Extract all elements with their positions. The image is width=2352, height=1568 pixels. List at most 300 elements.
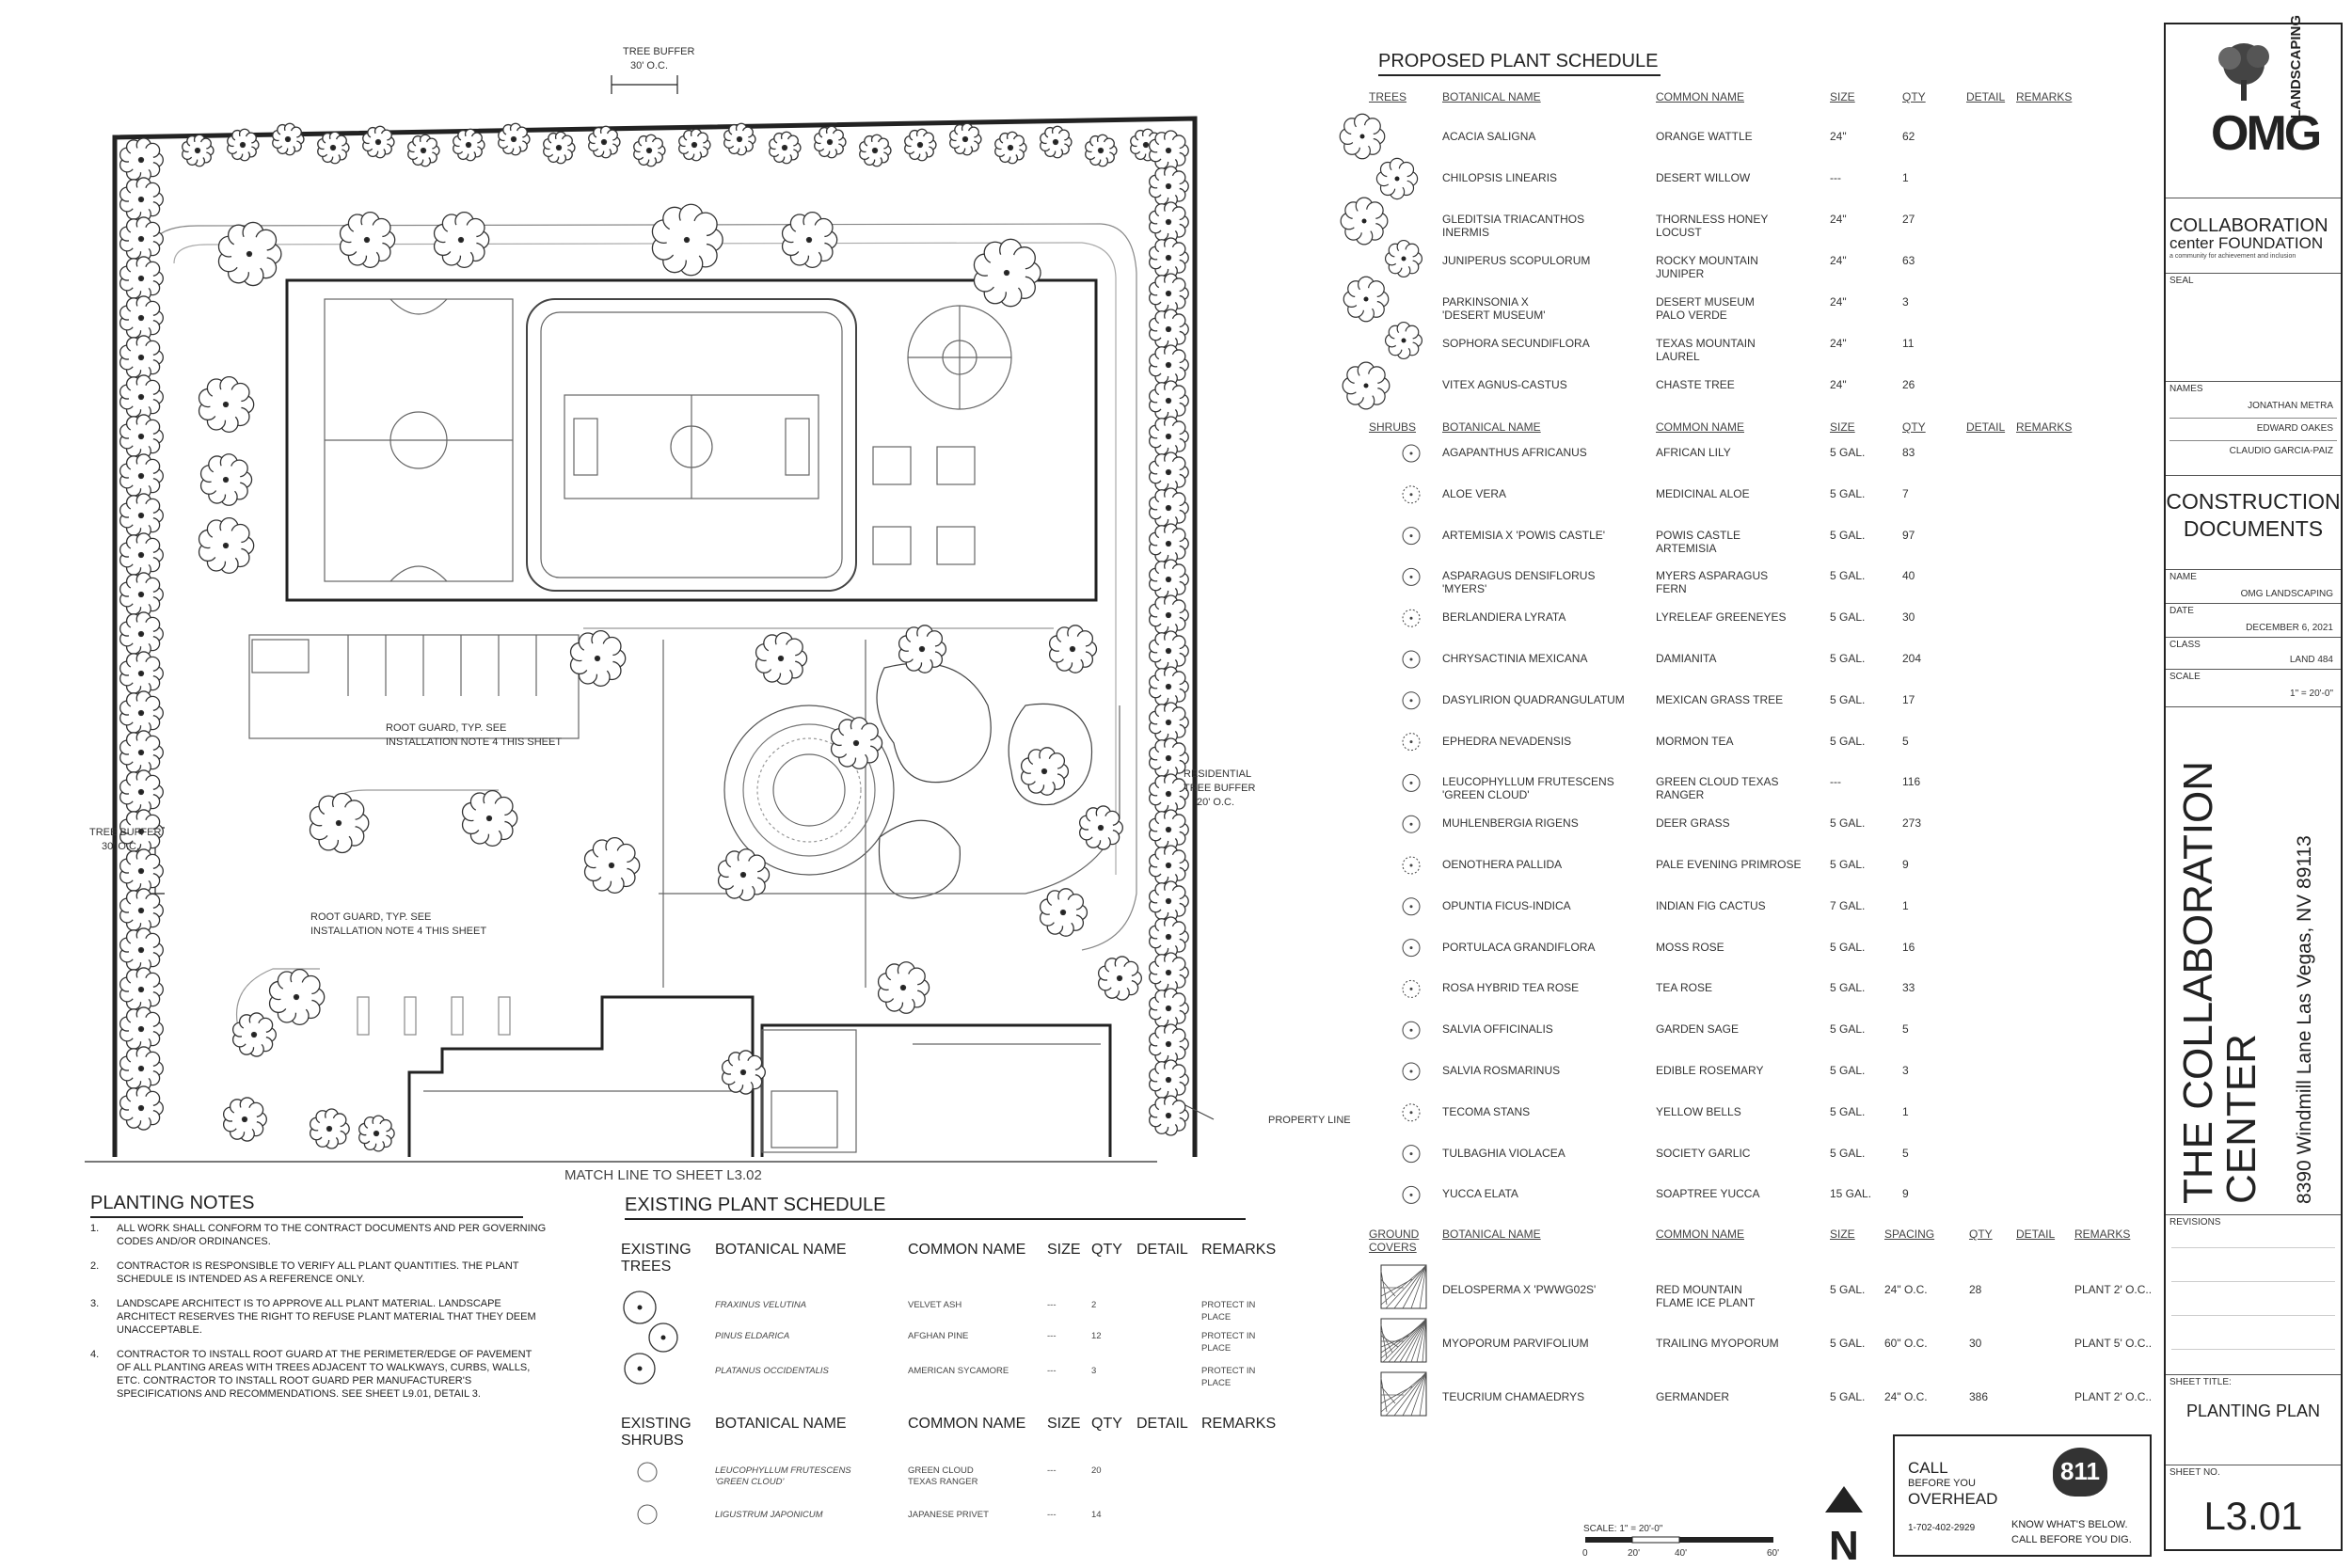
sheet-no-label: SHEET NO. (2169, 1467, 2220, 1478)
tree-symbol-icon (1376, 158, 1417, 198)
proposed-shrub-col-header: DETAIL (1966, 420, 2006, 434)
tree-logo-icon (2211, 38, 2277, 103)
perimeter-tree-icon (1150, 1096, 1189, 1135)
perimeter-tree-icon (120, 296, 164, 340)
existing-shrub-botanical: 'GREEN CLOUD' (715, 1477, 785, 1487)
perimeter-tree-icon (724, 123, 755, 155)
scale-tick-40: 40' (1675, 1548, 1688, 1559)
tree-trunk-dot (1167, 792, 1171, 797)
tree-trunk-dot (1167, 363, 1171, 368)
tree-trunk-dot (139, 198, 144, 202)
perimeter-tree-icon (589, 126, 620, 158)
perimeter-tree-icon (120, 731, 164, 774)
tree-symbol-dot (1402, 257, 1406, 261)
names-section (2166, 382, 2341, 476)
proposed-tree-botanical: CHILOPSIS LINEARIS (1442, 171, 1558, 184)
planting-note (90, 1222, 561, 1248)
proposed-shrub-botanical: ASPARAGUS DENSIFLORUS (1442, 569, 1596, 583)
existing-tree-symbol-dot (638, 1306, 643, 1310)
shade-tree-icon (783, 213, 837, 268)
perimeter-tree-icon (120, 454, 164, 498)
proposed-shrub-size: 5 GAL. (1830, 528, 1866, 542)
proposed-shrub-botanical: ROSA HYBRID TEA ROSE (1442, 981, 1580, 995)
proposed-tree-size: 24" (1830, 254, 1847, 267)
note-line: SPECIFICATIONS AND RECOMMENDATIONS. SEE SHEET L9.01, DETAIL 3. (117, 1388, 481, 1400)
proposed-shrub-common: RANGER (1656, 788, 1705, 802)
proposed-shrub-common: FERN (1656, 582, 1687, 596)
tree-trunk-dot (1061, 911, 1066, 915)
shrub-symbol-dot (1410, 699, 1413, 702)
shade-tree-icon (224, 1098, 267, 1141)
class-value: LAND 484 (2289, 655, 2333, 665)
shrub-symbol-dot (1410, 905, 1413, 908)
tree-trunk-dot (139, 751, 144, 755)
proposed-shrub-qty: 7 (1902, 486, 1909, 500)
proposed-shrub-col-header: BOTANICAL NAME (1442, 420, 1541, 434)
proposed-tree-col-header: DETAIL (1966, 90, 2006, 103)
perimeter-tree-icon (1150, 274, 1189, 313)
proposed-shrub-common: LYRELEAF GREENEYES (1656, 610, 1787, 625)
perimeter-tree-icon (273, 123, 304, 155)
existing-col-header: DETAIL (1136, 1242, 1188, 1258)
shrub-symbol-dot (1410, 1029, 1413, 1032)
shade-tree-icon (341, 213, 395, 268)
proposed-tree-common: ORANGE WATTLE (1656, 130, 1753, 143)
perimeter-tree-icon (634, 135, 665, 166)
existing-tree-common: AMERICAN SYCAMORE (908, 1366, 1009, 1376)
perimeter-tree-icon (1150, 560, 1189, 599)
proposed-gc-common: FLAME ICE PLANT (1656, 1296, 1756, 1309)
title-block (2164, 14, 2343, 1551)
tree-trunk-dot (741, 873, 746, 878)
tree-symbol-dot (1395, 177, 1400, 182)
existing-tree-qty: 2 (1091, 1300, 1097, 1310)
call-label: CALL (1908, 1459, 1948, 1477)
planting-note (90, 1297, 561, 1337)
existing-tree-remarks: PROTECT IN (1201, 1300, 1256, 1310)
tree-trunk-dot (1167, 721, 1171, 725)
shade-tree-icon (1050, 626, 1097, 673)
proposed-shrub-qty: 17 (1902, 692, 1915, 706)
proposed-shrub-size: 15 GAL. (1830, 1187, 1872, 1201)
existing-col-header: BOTANICAL NAME (715, 1242, 847, 1258)
existing-shrub-symbol-icon (638, 1505, 657, 1524)
tree-trunk-dot (596, 657, 600, 661)
existing-tree-remarks: PLACE (1201, 1343, 1232, 1354)
call-before-you-dig: CALL BEFORE YOU DIG. (2011, 1534, 2132, 1545)
note-line: SCHEDULE IS INTENDED AS A REFERENCE ONLY. (117, 1274, 365, 1285)
shade-tree-icon (359, 1116, 394, 1151)
tree-trunk-dot (337, 821, 342, 826)
proposed-tree-botanical: SOPHORA SECUNDIFLORA (1442, 337, 1590, 350)
tree-trunk-dot (854, 741, 859, 746)
proposed-shrub-col-header: QTY (1902, 420, 1926, 434)
tree-trunk-dot (139, 356, 144, 360)
proposed-shrub-botanical: MUHLENBERGIA RIGENS (1442, 816, 1579, 831)
proposed-tree-common: DESERT WILLOW (1656, 171, 1751, 184)
existing-col-header: QTY (1091, 1416, 1122, 1432)
shrub-symbol-dot (1410, 576, 1413, 578)
tree-trunk-dot (224, 403, 229, 407)
perimeter-tree-icon (1150, 202, 1189, 242)
tree-symbol-icon (1343, 277, 1389, 322)
tree-trunk-dot (139, 158, 144, 163)
perimeter-tree-icon (120, 533, 164, 577)
class-label: CLASS (2169, 640, 2201, 650)
tree-trunk-dot (1167, 578, 1171, 582)
proposed-shrub-common: ARTEMISIA (1656, 541, 1717, 555)
tree-trunk-dot (286, 137, 291, 142)
perimeter-tree-icon (120, 1086, 164, 1130)
proposed-shrub-col-header: REMARKS (2016, 420, 2073, 434)
proposed-shrub-qty: 83 (1902, 446, 1915, 459)
proposed-shrub-size: 5 GAL. (1830, 1104, 1866, 1118)
note-line: UNACCEPTABLE. (117, 1324, 202, 1336)
proposed-tree-col-header: BOTANICAL NAME (1442, 90, 1541, 103)
shrub-symbol-dot (1410, 1152, 1413, 1155)
perimeter-tree-icon (453, 129, 485, 161)
tree-trunk-dot (1167, 828, 1171, 832)
existing-col-header: COMMON NAME (908, 1242, 1026, 1258)
proposed-shrub-size: 5 GAL. (1830, 816, 1866, 831)
existing-col-header: COMMON NAME (908, 1416, 1026, 1432)
perimeter-tree-icon (1150, 488, 1189, 528)
proposed-gc-qty: 386 (1969, 1390, 1989, 1403)
perimeter-tree-icon (1150, 703, 1189, 742)
residential-buffer-label-3: 20' O.C. (1197, 797, 1235, 808)
proposed-tree-common: JUNIPER (1656, 267, 1705, 280)
project-title-line-1: THE COLLABORATION (2175, 760, 2221, 1204)
tree-trunk-dot (139, 1106, 144, 1111)
proposed-shrub-size: 5 GAL. (1830, 858, 1866, 871)
tree-trunk-dot (647, 149, 652, 153)
proposed-shrub-qty: 5 (1902, 1146, 1909, 1160)
scale-value: 1" = 20'-0" (2290, 689, 2333, 699)
shade-tree-icon (571, 631, 626, 687)
proposed-tree-common: LAUREL (1656, 350, 1700, 363)
proposed-gc-col-header: COMMON NAME (1656, 1227, 1744, 1241)
811-badge-icon (2053, 1448, 2107, 1497)
existing-schedule-title: EXISTING PLANT SCHEDULE (625, 1195, 886, 1215)
tree-trunk-dot (294, 995, 299, 1000)
shrub-symbol-dot (1410, 617, 1413, 620)
tree-trunk-dot (1167, 256, 1171, 261)
existing-shrub-common: GREEN CLOUD (908, 1465, 974, 1476)
proposed-shrub-size: 5 GAL. (1830, 734, 1866, 748)
perimeter-tree-icon (183, 135, 214, 166)
tree-trunk-dot (247, 252, 252, 257)
perimeter-tree-icon (120, 770, 164, 814)
tree-symbol-dot (1402, 339, 1406, 343)
sheet-title-label: SHEET TITLE: (2169, 1377, 2232, 1387)
shrub-symbol-dot (1410, 946, 1413, 949)
perimeter-tree-icon (770, 132, 801, 164)
existing-tree-size: --- (1047, 1366, 1057, 1376)
existing-col-header: REMARKS (1201, 1416, 1277, 1432)
proposed-gc-col-header: DETAIL (2016, 1227, 2056, 1241)
tree-symbol-icon (1340, 114, 1385, 159)
proposed-shrub-qty: 5 (1902, 734, 1909, 748)
perimeter-tree-icon (120, 889, 164, 932)
perimeter-tree-icon (120, 494, 164, 537)
tree-trunk-dot (327, 1127, 332, 1132)
shrub-symbol-dot (1410, 782, 1413, 784)
proposed-shrub-col-header: SHRUBS (1369, 420, 1417, 434)
tree-trunk-dot (139, 909, 144, 913)
tree-symbol-icon (1343, 362, 1390, 409)
proposed-shrub-botanical: OENOTHERA PALLIDA (1442, 858, 1563, 871)
proposed-tree-botanical: ACACIA SALIGNA (1442, 130, 1536, 143)
proposed-shrub-common: SOAPTREE YUCCA (1656, 1187, 1760, 1201)
property-line-label: PROPERTY LINE (1268, 1115, 1351, 1126)
proposed-tree-qty: 27 (1902, 213, 1915, 226)
proposed-shrub-botanical: PORTULACA GRANDIFLORA (1442, 940, 1596, 954)
tree-trunk-dot (243, 1117, 247, 1122)
proposed-shrub-botanical: TECOMA STANS (1442, 1104, 1531, 1118)
shrub-symbol-dot (1410, 1194, 1413, 1196)
shade-tree-icon (218, 222, 280, 285)
proposed-tree-qty: 63 (1902, 254, 1915, 267)
perimeter-tree-icon (995, 132, 1026, 164)
proposed-shrub-size: 5 GAL. (1830, 692, 1866, 706)
proposed-tree-size: 24" (1830, 378, 1847, 391)
planting-note (90, 1348, 561, 1401)
sheet-title-section (2166, 1375, 2341, 1465)
shade-tree-icon (1080, 806, 1123, 849)
note-line: ETC. CONTRACTOR TO INSTALL ROOT GUARD PER MANUFACTURER'S (117, 1375, 472, 1386)
proposed-tree-size: 24" (1830, 337, 1847, 350)
tree-trunk-dot (918, 143, 923, 148)
existing-shrubs-label-1: EXISTING (621, 1416, 691, 1432)
root-guard-note-2b: INSTALLATION NOTE 4 THIS SHEET (310, 926, 487, 937)
tree-trunk-dot (610, 863, 614, 868)
existing-tree-botanical: PLATANUS OCCIDENTALIS (715, 1366, 829, 1376)
phase-line-2: DOCUMENTS (2183, 516, 2324, 541)
proposed-tree-common: THORNLESS HONEY (1656, 213, 1769, 226)
residential-buffer-label-1: RESIDENTIAL (1184, 768, 1252, 780)
proposed-shrub-common: TEA ROSE (1656, 981, 1713, 995)
phase-line-1: CONSTRUCTION (2166, 489, 2341, 514)
seal-label: SEAL (2169, 276, 2194, 286)
proposed-tree-size: --- (1830, 171, 1841, 184)
proposed-shrub-qty: 3 (1902, 1064, 1909, 1077)
perimeter-tree-icon (1150, 524, 1189, 563)
proposed-shrub-size: 5 GAL. (1830, 1022, 1866, 1037)
proposed-shrub-common: MYERS ASPARAGUS (1656, 569, 1769, 583)
proposed-gc-col-header: GROUND (1369, 1227, 1420, 1241)
shade-tree-icon (270, 970, 325, 1025)
shade-tree-icon (310, 1109, 350, 1148)
proposed-gc-qty: 30 (1969, 1337, 1982, 1350)
existing-tree-remarks: PLACE (1201, 1312, 1232, 1323)
perimeter-tree-icon (120, 1047, 164, 1090)
existing-tree-size: --- (1047, 1300, 1057, 1310)
perimeter-tree-icon (950, 123, 981, 155)
shade-tree-icon (585, 838, 640, 894)
perimeter-tree-icon (1150, 595, 1189, 635)
tree-trunk-dot (139, 395, 144, 400)
perimeter-tree-icon (815, 126, 846, 158)
proposed-shrub-botanical: 'GREEN CLOUD' (1442, 788, 1530, 802)
tree-trunk-dot (224, 544, 229, 548)
tree-trunk-dot (139, 1067, 144, 1071)
perimeter-tree-icon (228, 129, 259, 161)
scale-label-tb: SCALE (2169, 672, 2201, 682)
planting-notes-title: PLANTING NOTES (90, 1193, 255, 1213)
tree-trunk-dot (1167, 292, 1171, 296)
existing-tree-remarks: PLACE (1201, 1378, 1232, 1388)
note-number: 3. (90, 1298, 100, 1309)
perimeter-tree-icon (905, 129, 936, 161)
proposed-gc-spacing: 24" O.C. (1884, 1390, 1928, 1403)
perimeter-tree-icon (318, 132, 349, 164)
proposed-tree-qty: 11 (1902, 337, 1915, 350)
tree-trunk-dot (783, 146, 787, 150)
ground-cover-hatch (1383, 1319, 1426, 1362)
proposed-shrub-botanical: AGAPANTHUS AFRICANUS (1442, 446, 1587, 459)
shade-tree-icon (652, 204, 723, 276)
existing-trees-label-2: TREES (621, 1259, 672, 1275)
firm-logo-text: OMG (2211, 106, 2320, 161)
proposed-shrub-size: 5 GAL. (1830, 1064, 1866, 1077)
perimeter-tree-icon (1150, 738, 1189, 778)
note-number: 1. (90, 1223, 100, 1234)
tree-trunk-dot (1099, 826, 1104, 831)
firm-logo-side: LANDSCAPING (2288, 14, 2304, 119)
perimeter-tree-icon (120, 849, 164, 893)
tree-trunk-dot (139, 711, 144, 716)
proposed-tree-common: LOCUST (1656, 226, 1702, 239)
name-section (2166, 570, 2341, 604)
tree-symbol-icon (1386, 323, 1422, 359)
proposed-gc-size: 5 GAL. (1830, 1283, 1866, 1296)
tree-trunk-dot (1167, 1006, 1171, 1011)
proposed-plant-schedule (1378, 51, 2131, 76)
tree-trunk-dot (139, 672, 144, 676)
tree-trunk-dot (873, 149, 878, 153)
proposed-shrub-col-header: COMMON NAME (1656, 420, 1744, 434)
tree-trunk-dot (963, 137, 968, 142)
proposed-gc-col-header: SPACING (1884, 1227, 1935, 1241)
client-name-1: COLLABORATION (2169, 215, 2328, 236)
existing-tree-remarks: PROTECT IN (1201, 1366, 1256, 1376)
tree-trunk-dot (1118, 976, 1122, 981)
perimeter-tree-icon (1150, 667, 1189, 706)
tree-trunk-dot (738, 137, 742, 142)
perimeter-tree-icon (499, 123, 530, 155)
note-line: CODES AND/OR ORDINANCES. (117, 1236, 271, 1247)
date-section (2166, 604, 2341, 638)
existing-shrub-botanical: LEUCOPHYLLUM FRUTESCENS (715, 1465, 851, 1476)
perimeter-tree-icon (120, 375, 164, 419)
tree-trunk-dot (1054, 140, 1058, 145)
existing-tree-qty: 12 (1091, 1331, 1102, 1341)
proposed-schedule-symbols (1336, 94, 1449, 1505)
tree-trunk-dot (139, 277, 144, 281)
perimeter-tree-icon (1150, 309, 1189, 349)
shrub-symbol-dot (1410, 452, 1413, 455)
tree-trunk-dot (1167, 971, 1171, 975)
building-footprint (409, 997, 753, 1157)
client-logo-section (2166, 198, 2341, 274)
tree-trunk-dot (139, 869, 144, 874)
proposed-shrub-botanical: OPUNTIA FICUS-INDICA (1442, 898, 1571, 912)
overhead-label: OVERHEAD (1908, 1490, 1998, 1508)
proposed-tree-botanical: GLEDITSIA TRIACANTHOS (1442, 213, 1585, 226)
proposed-shrub-qty: 204 (1902, 652, 1922, 665)
shade-tree-icon (879, 962, 930, 1014)
note-line: CONTRACTOR IS RESPONSIBLE TO VERIFY ALL PLANT QUANTITIES. THE PLANT (117, 1260, 519, 1272)
shrub-symbol-dot (1410, 1070, 1413, 1073)
revisions-section (2166, 1215, 2341, 1375)
existing-tree-qty: 3 (1091, 1366, 1097, 1376)
perimeter-tree-icon (1150, 917, 1189, 957)
tree-trunk-dot (365, 238, 370, 243)
proposed-shrub-common: EDIBLE ROSEMARY (1656, 1064, 1764, 1077)
proposed-tree-col-header: SIZE (1830, 90, 1855, 103)
scale-tick-0: 0 (1582, 1548, 1588, 1559)
tree-trunk-dot (1167, 220, 1171, 225)
proposed-shrub-botanical: ARTEMISIA X 'POWIS CASTLE' (1442, 528, 1606, 542)
names-label: NAMES (2169, 384, 2203, 394)
proposed-gc-col-header: QTY (1969, 1227, 1993, 1241)
date-value: DECEMBER 6, 2021 (2246, 623, 2333, 633)
tree-trunk-dot (685, 238, 690, 243)
shade-tree-icon (719, 849, 770, 901)
perimeter-tree-icon (1150, 810, 1189, 849)
perimeter-tree-icon (120, 257, 164, 300)
proposed-shrub-qty: 116 (1902, 775, 1921, 789)
proposed-shrub-size: 5 GAL. (1830, 1146, 1866, 1160)
phase-section (2166, 476, 2341, 570)
tree-trunk-dot (376, 140, 381, 145)
existing-tree-symbol-dot (638, 1367, 643, 1371)
shade-tree-icon (1041, 889, 1088, 936)
proposed-shrub-qty: 30 (1902, 610, 1915, 625)
proposed-shrub-size: 7 GAL. (1830, 898, 1866, 912)
perimeter-tree-icon (860, 135, 891, 166)
perimeter-tree-icon (120, 928, 164, 972)
tree-trunk-dot (196, 149, 200, 153)
shade-tree-icon (233, 1013, 277, 1056)
proposed-gc-remarks: PLANT 2' O.C.. (2074, 1390, 2153, 1403)
shade-tree-icon (832, 718, 882, 769)
proposed-tree-qty: 3 (1902, 295, 1909, 309)
existing-tree-size: --- (1047, 1331, 1057, 1341)
perimeter-tree-icon (1150, 1024, 1189, 1064)
proposed-gc-qty: 28 (1969, 1283, 1982, 1296)
tree-trunk-dot (1005, 271, 1009, 276)
perimeter-tree-icon (1150, 1060, 1189, 1100)
proposed-schedule-title: PROPOSED PLANT SCHEDULE (1378, 51, 1659, 71)
shade-tree-icon (756, 633, 807, 685)
tree-symbol-dot (1362, 219, 1367, 224)
perimeter-tree-icon (408, 135, 439, 166)
note-number: 4. (90, 1349, 100, 1360)
proposed-tree-col-header: COMMON NAME (1656, 90, 1744, 103)
proposed-shrub-common: MEDICINAL ALOE (1656, 486, 1750, 500)
note-line: CONTRACTOR TO INSTALL ROOT GUARD AT THE PERIMETER/EDGE OF PAVEMENT (117, 1349, 532, 1360)
perimeter-tree-icon (1150, 381, 1189, 420)
proposed-tree-size: 24" (1830, 213, 1847, 226)
before-you-label: BEFORE YOU (1908, 1478, 1976, 1489)
tree-trunk-dot (901, 986, 906, 990)
proposed-tree-col-header: QTY (1902, 90, 1926, 103)
north-letter: N (1829, 1523, 1859, 1568)
tree-trunk-dot (1042, 769, 1047, 774)
residential-buffer-label-2: TREE BUFFER (1184, 783, 1256, 794)
proposed-tree-qty: 26 (1902, 378, 1915, 391)
